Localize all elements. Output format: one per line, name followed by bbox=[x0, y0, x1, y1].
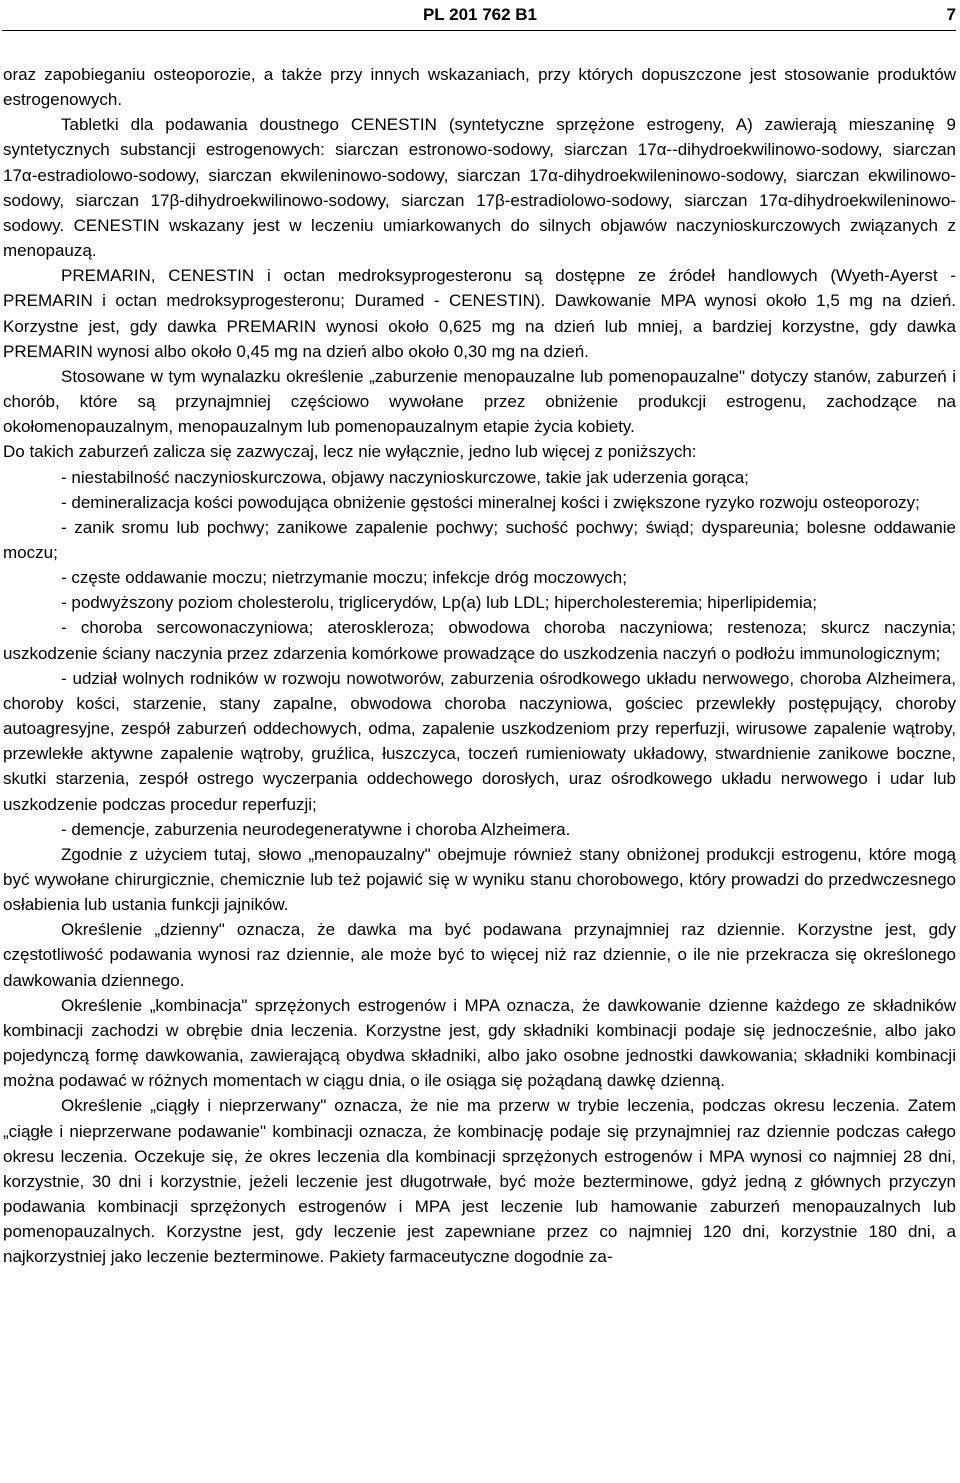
paragraph-definition-menopausal: Zgodnie z użyciem tutaj, słowo „menopauzalny" obejmuje również stany obniżonej produkcji estrogenu, które mogą być wywołane chirurgicznie, chemicznie lub też pojawić się w wyniku stanu chorobowego, który prowadzi do przedwczesnego osłabienia lub ustania funkcji jajników. bbox=[3, 844, 956, 915]
list-item: - niestabilność naczynioskurczowa, objawy naczynioskurczowe, takie jak uderzenia gorąca; bbox=[61, 467, 749, 487]
paragraph-premarin-dosage: PREMARIN, CENESTIN i octan medroksyprogesteronu są dostępne ze źródeł handlowych (Wyeth-Ayerst - PREMARIN i octan medroksyprogesteronu; Duramed - CENESTIN). Dawkowanie MPA wynosi około 1,5 mg na dzień. Korzystne jest, gdy dawka PREMARIN wynosi około 0,625 mg na dzień lub mniej, a bardziej korzystne, gdy dawka PREMARIN wynosi albo około 0,45 mg na dzień albo około 0,30 mg na dzień. bbox=[3, 266, 956, 361]
paragraph-cenestin: Tabletki dla podawania doustnego CENESTIN (syntetyczne sprzężone estrogeny, A) zawierają mieszaninę 9 syntetycznych substancji estrogenowych: siarczan estronowo-sodowy, siarczan 17α--dihydroekwilinowo-sodowy, siarczan 17α-estradiolowo-sodowy, siarczan ekwileninowo-sodowy, siarczan 17α-dihydroekwileninowo-sodowy, siarczan ekwilinowo-sodowy, siarczan 17β-dihydroekwilinowo-sodowy, siarczan 17β-estradiolowo-sodowy, siarczan 17α-dihydroekwileninowo-sodowy. CENESTIN wskazany jest w leczeniu umiarkowanych do silnych objawów naczynioskurczowych związanych z menopauzą. bbox=[3, 115, 956, 261]
document-number: PL 201 762 B1 bbox=[422, 5, 538, 24]
paragraph-definition-daily: Określenie „dzienny" oznacza, że dawka ma być podawana przynajmniej raz dziennie. Korzystne jest, gdy częstotliwość podawania wynosi raz dziennie, ale może być to więcej niż raz dziennie, o ile nie przekracza się określonego dawkowania dziennego. bbox=[3, 920, 956, 990]
list-item: - demineralizacja kości powodująca obniżenie gęstości mineralnej kości i zwiększone ryzyko rozwoju osteoporozy; bbox=[61, 492, 920, 512]
page-number: 7 bbox=[946, 5, 956, 24]
list-item: - częste oddawanie moczu; nietrzymanie moczu; infekcje dróg moczowych; bbox=[61, 568, 627, 588]
list-item: - choroba sercowonaczyniowa; ateroskleroza; obwodowa choroba naczyniowa; restenoza; skurcz naczynia; uszkodzenie ściany naczynia przez zdarzenia komórkowe prowadzące do uszkodzenia naczyń o podłożu immunologicznym; bbox=[3, 618, 956, 663]
list-item: - podwyższony poziom cholesterolu, triglicerydów, Lp(a) lub LDL; hipercholesteremia; hiperlipidemia; bbox=[61, 593, 817, 613]
paragraph-continuation: oraz zapobieganiu osteoporozie, a także przy innych wskazaniach, przy których dopuszczone jest stosowanie produktów estrogenowych. bbox=[3, 65, 956, 110]
list-item: - udział wolnych rodników w rozwoju nowotworów, zaburzenia ośrodkowego układu nerwowego, choroba Alzheimera, choroby kości, starzenie, stany zapalne, obwodowa choroba naczyniowa, gościec przewlekły postępujący, choroby autoagresyjne, zespół zaburzeń oddechowych, odma, zapalenie uszkodzeniom przy reperfuzji, wirusowe zapalenie wątroby, przewlekłe aktywne zapalenie wątroby, gruźlica, łuszczyca, toczeń rumieniowaty układowy, stwardnienie zanikowe boczne, skutki starzenia, zespół ostrego wyczerpania oddechowego dorosłych, uraz ośrodkowego układu nerwowego i udar lub uszkodzenie podczas procedur reperfuzji; bbox=[3, 668, 956, 814]
page-header bbox=[0, 4, 960, 26]
paragraph-definition-continuous: Określenie „ciągły i nieprzerwany" oznacza, że nie ma przerw w trybie leczenia, podczas okresu leczenia. Zatem „ciągłe i nieprzerwane podawanie" kombinacji oznacza, że kombinację podaje się przynajmniej raz dziennie podczas całego okresu leczenia. Oczekuje się, że okres leczenia dla kombinacji sprzężonych estrogenów i MPA wynosi co najmniej 28 dni, korzystnie, 30 dni i korzystnie, jeżeli leczenie jest długotrwałe, być może bezterminowe, gdyż jedną z głównych przyczyn podawania kombinacji sprzężonych estrogenów i MPA jest leczenie lub hamowanie zaburzeń menopauzalnych lub pomenopauzalnych. Korzystne jest, gdy leczenie jest zapewniane przez co najmniej 120 dni, korzystnie 180 dni, a najkorzystniej jako leczenie bezterminowe. Pakiety farmaceutyczne dogodnie za- bbox=[3, 1096, 956, 1267]
list-item: - demencje, zaburzenia neurodegeneratywne i choroba Alzheimera. bbox=[61, 819, 571, 839]
document-body bbox=[3, 62, 956, 1270]
header-divider bbox=[2, 30, 956, 31]
paragraph-definition-disorder: Stosowane w tym wynalazku określenie „zaburzenie menopauzalne lub pomenopauzalne" dotyczy stanów, zaburzeń i chorób, które są przynajmniej częściowo wywołane przez obniżenie produkcji estrogenu, zachodzące na okołomenopauzalnym, menopauzalnym lub pomenopauzalnym etapie życia kobiety. bbox=[3, 366, 956, 437]
list-item: - zanik sromu lub pochwy; zanikowe zapalenie pochwy; suchość pochwy; świąd; dyspareunia; bolesne oddawanie moczu; bbox=[3, 517, 956, 562]
paragraph-disorders-intro: Do takich zaburzeń zalicza się zazwyczaj, lecz nie wyłącznie, jedno lub więcej z poniższych: bbox=[3, 442, 697, 462]
paragraph-definition-combination: Określenie „kombinacja" sprzężonych estrogenów i MPA oznacza, że dawkowanie dzienne każdego ze składników kombinacji zachodzi w obrębie dnia leczenia. Korzystne jest, gdy składniki kombinacji podaje się jednocześnie, albo jako pojedynczą formę dawkowania, zawierającą obydwa składniki, albo jako osobne jednostki dawkowania; składniki kombinacji można podawać w różnych momentach w ciągu dnia, o ile osiąga się pożądaną dawkę dzienną. bbox=[3, 995, 956, 1091]
